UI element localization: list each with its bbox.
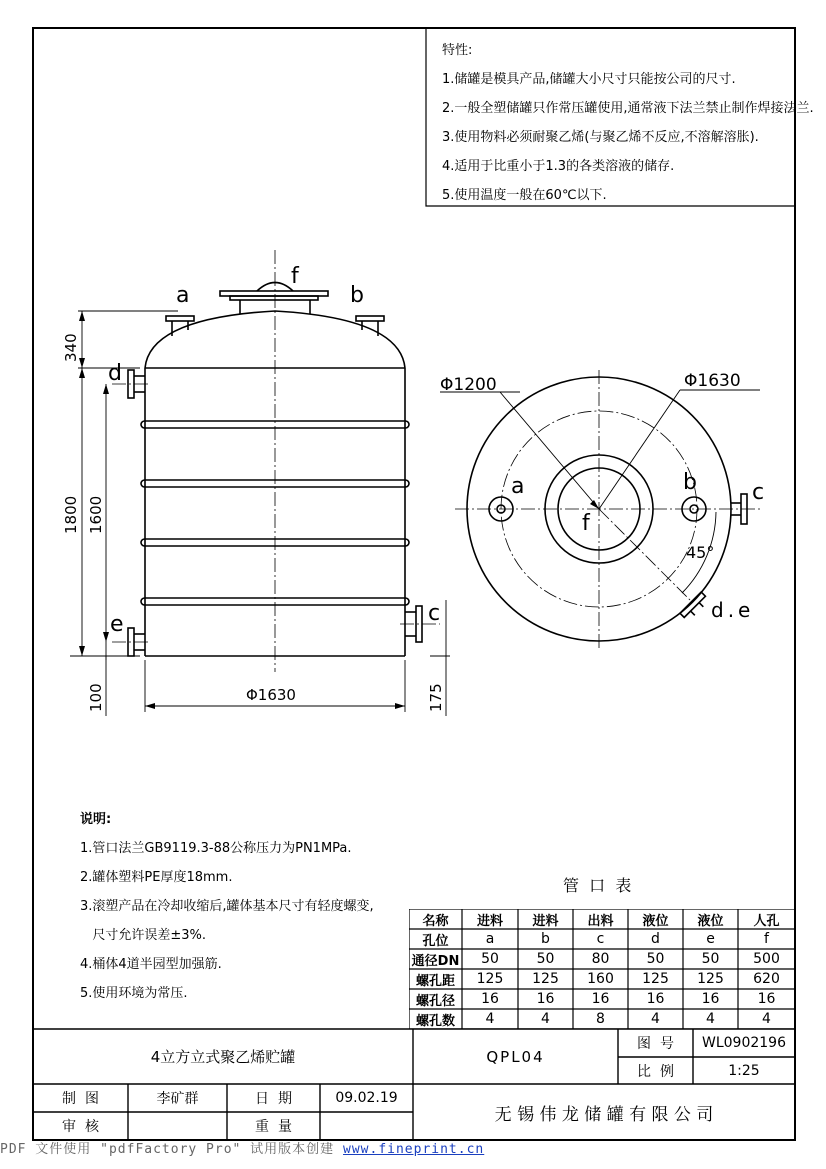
elevation-label-b: b	[350, 283, 364, 308]
table-cell: 160	[587, 971, 614, 987]
elevation-label-c: c	[428, 601, 441, 626]
table-cell: 16	[536, 991, 555, 1007]
table-header-cell: 进料	[532, 913, 559, 929]
table-cell: 通径DN	[411, 953, 460, 969]
drawing-code: QPL04	[486, 1047, 545, 1066]
dim-340: 340	[62, 333, 80, 362]
plan-label-a: a	[511, 474, 525, 499]
table-header-cell: 人孔	[753, 913, 780, 929]
drawn-label: 制 图	[62, 1091, 99, 1107]
pdf-footer	[0, 1138, 484, 1157]
elevation-label-e: e	[110, 612, 124, 637]
table-cell: b	[541, 931, 550, 947]
table-cell: 16	[701, 991, 720, 1007]
table-header-cell: 进料	[476, 913, 503, 929]
table-cell: f	[764, 931, 769, 947]
table-cell: d	[651, 931, 660, 947]
table-cell: 16	[591, 991, 610, 1007]
company-name: 无 锡 伟 龙 储 罐 有 限 公 司	[494, 1104, 714, 1125]
table-cell: 50	[701, 951, 720, 967]
drawn-by: 李矿群	[156, 1091, 199, 1107]
table-cell: 螺孔径	[415, 993, 455, 1009]
drawing-name: 4立方立式聚乙烯贮罐	[150, 1048, 296, 1066]
table-cell: 螺孔距	[415, 973, 455, 989]
plan-dim-angle: 45°	[686, 543, 715, 562]
scale-value: 1:25	[728, 1062, 760, 1079]
elevation-label-a: a	[176, 283, 190, 308]
nozzle-table-title: 管 口 表	[563, 876, 632, 895]
table-cell: 16	[646, 991, 665, 1007]
characteristics-item: 1.储罐是模具产品,储罐大小尺寸只能按公司的尺寸.	[442, 72, 736, 87]
table-cell: 50	[536, 951, 555, 967]
table-cell: 8	[596, 1011, 605, 1027]
table-header-cell: 液位	[697, 913, 724, 929]
table-cell: 4	[485, 1011, 495, 1027]
table-cell: 125	[642, 971, 669, 987]
plan-label-f: f	[582, 511, 590, 536]
drawing-no-label: 图 号	[637, 1036, 674, 1052]
table-cell: 50	[646, 951, 665, 967]
table-cell: 16	[757, 991, 776, 1007]
plan-label-de: d.e	[711, 598, 755, 622]
notes-item: 尺寸允许误差±3%.	[80, 928, 207, 943]
characteristics-item: 4.适用于比重小于1.3的各类溶液的储存.	[442, 159, 675, 174]
scale-label: 比 例	[637, 1063, 674, 1080]
characteristics-item: 3.使用物料必须耐聚乙烯(与聚乙烯不反应,不溶解溶胀).	[442, 130, 759, 145]
table-cell: 16	[481, 991, 499, 1007]
plan-dim-outer: Φ1630	[684, 371, 741, 391]
characteristics-item: 5.使用温度一般在60℃以下.	[442, 188, 607, 203]
notes-item: 2.罐体塑料PE厚度18mm.	[80, 870, 233, 885]
drawing-no: WL0902196	[702, 1035, 786, 1051]
table-header-cell: 出料	[587, 913, 614, 929]
table-header-cell: 名称	[422, 913, 449, 929]
dim-1800: 1800	[62, 495, 80, 534]
dim-175: 175	[427, 683, 445, 712]
pdf-footer-link[interactable]: www.fineprint.cn	[343, 1142, 485, 1157]
table-cell: 孔位	[422, 933, 449, 949]
plan-label-b: b	[683, 470, 697, 495]
characteristics-heading: 特性:	[442, 43, 473, 58]
table-cell: 螺孔数	[415, 1013, 455, 1029]
table-cell: c	[596, 931, 605, 947]
table-cell: 4	[541, 1011, 550, 1027]
notes-item: 3.滚塑产品在冷却收缩后,罐体基本尺寸有轻度螺变,	[80, 899, 374, 914]
table-cell: 4	[762, 1011, 771, 1027]
table-cell: e	[706, 931, 715, 947]
table-cell: 50	[481, 951, 499, 967]
table-cell: 500	[753, 951, 780, 967]
notes-item: 5.使用环境为常压.	[80, 986, 188, 1001]
date-value: 09.02.19	[335, 1090, 398, 1106]
table-cell: 125	[476, 971, 504, 987]
table-cell: 125	[532, 971, 559, 987]
table-cell: 4	[706, 1011, 715, 1027]
table-cell: 125	[697, 971, 724, 987]
check-label: 审 核	[62, 1119, 99, 1135]
date-label: 日 期	[255, 1091, 292, 1107]
table-cell: 620	[753, 971, 780, 987]
table-cell: 80	[591, 951, 610, 967]
weight-label: 重 量	[255, 1119, 292, 1135]
notes-heading: 说明:	[80, 812, 112, 827]
plan-dim-inner: Φ1200	[440, 375, 497, 395]
notes-item: 1.管口法兰GB9119.3-88公称压力为PN1MPa.	[80, 841, 352, 856]
table-header-cell: 液位	[642, 913, 669, 929]
table-cell: a	[485, 931, 495, 947]
characteristics-item: 2.一般全塑储罐只作常压罐使用,通常液下法兰禁止制作焊接法兰.	[442, 101, 814, 116]
dim-100: 100	[87, 683, 105, 712]
elevation-label-f: f	[291, 264, 299, 289]
dim-1600: 1600	[87, 495, 105, 534]
dim-diameter: Φ1630	[246, 686, 296, 704]
elevation-label-d: d	[108, 361, 122, 386]
plan-label-c: c	[752, 480, 765, 505]
table-cell: 4	[651, 1011, 660, 1027]
pdf-footer-text: PDF 文件使用 "pdfFactory Pro" 试用版本创建	[0, 1142, 344, 1157]
notes-item: 4.桶体4道半园型加强筋.	[80, 957, 222, 972]
